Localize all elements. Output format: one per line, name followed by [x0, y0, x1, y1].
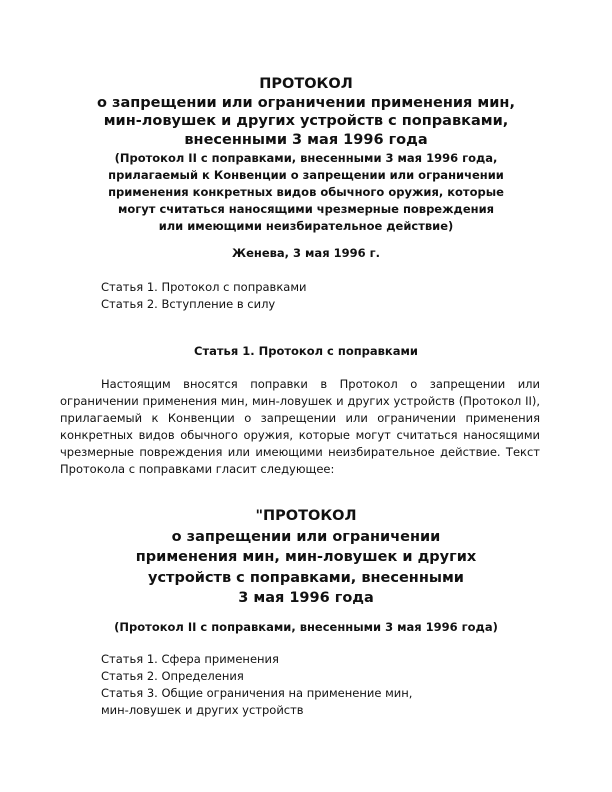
subtitle-line: прилагаемый к Конвенции о запрещении или ограничении	[108, 168, 504, 182]
title-line: внесенными 3 мая 1996 года	[184, 131, 428, 148]
title-line: "ПРОТОКОЛ	[255, 508, 357, 524]
title-line: о запрещении или ограничении	[171, 528, 441, 545]
subtitle-line: могут считаться наносящими чрезмерные повреждения	[117, 202, 495, 216]
title-line: ПРОТОКОЛ	[259, 76, 353, 92]
subtitle-line: применения конкретных видов обычного оружия, которые	[108, 185, 504, 199]
title-line: о запрещении или ограничении применения мин,	[97, 94, 515, 111]
paragraph-line: Настоящим вносятся поправки в Протокол о запрещении или	[101, 377, 540, 391]
paragraph-line: прилагаемый к Конвенции о запрещении или ограничении применения	[60, 411, 540, 425]
subtitle-line: или имеющими неизбирательное действие)	[158, 219, 454, 233]
toc-item: Статья 1. Сфера применения	[101, 652, 279, 666]
table-of-contents	[101, 279, 306, 313]
toc-item: Статья 2. Определения	[101, 669, 244, 683]
paragraph-line: чрезмерные повреждения или имеющими неизбирательное действие. Текст	[60, 445, 540, 459]
title-line: 3 мая 1996 года	[238, 590, 374, 606]
quoted-protocol-title	[60, 506, 552, 609]
article-paragraph	[60, 376, 540, 478]
protocol-title	[60, 75, 552, 149]
paragraph-line: конкретных видов обычного оружия, которые могут считаться наносящими	[60, 428, 540, 442]
protocol-subtitle	[60, 150, 552, 235]
article-heading: Статья 1. Протокол с поправками	[194, 344, 418, 358]
title-line: устройств с поправками, внесенными	[148, 569, 464, 586]
place-date: Женева, 3 мая 1996 г.	[232, 246, 380, 260]
title-line: применения мин, мин-ловушек и других	[135, 549, 477, 565]
quoted-protocol-subtitle: (Протокол II с поправками, внесенными 3 мая 1996 года)	[114, 620, 498, 634]
title-line: мин-ловушек и других устройств с поправками,	[103, 113, 509, 129]
paragraph-line: Протокола с поправками гласит следующее:	[60, 462, 335, 476]
toc-item: Статья 1. Протокол с поправками	[101, 280, 307, 294]
toc-item: мин-ловушек и других устройств	[101, 703, 304, 717]
table-of-contents	[101, 651, 412, 719]
toc-item: Статья 3. Общие ограничения на применение мин,	[101, 686, 413, 700]
paragraph-line: ограничении применения мин, мин-ловушек и других устройств (Протокол II),	[60, 394, 540, 408]
subtitle-line: (Протокол II с поправками, внесенными 3 мая 1996 года,	[114, 151, 498, 165]
toc-item: Статья 2. Вступление в силу	[101, 297, 276, 311]
